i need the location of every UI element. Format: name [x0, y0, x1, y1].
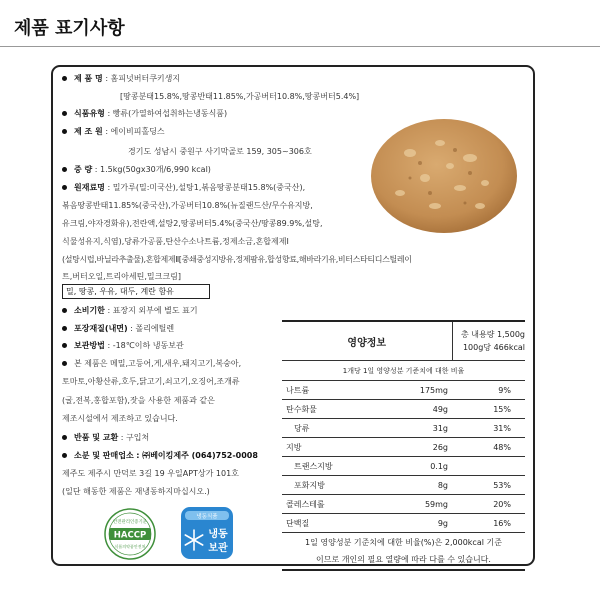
haccp-top-text: 안전관리인증기준 — [113, 520, 147, 525]
nutrient-row — [282, 457, 525, 476]
packaging-value: : 폴리에틸렌 — [130, 324, 175, 333]
bullet — [62, 308, 67, 313]
nutrient-amount: 8g — [378, 476, 452, 495]
food-type-row — [74, 108, 227, 119]
manufacturer-address: 경기도 성남시 중원구 사기막골로 159, 305~306호 — [128, 147, 312, 156]
expiry-row — [74, 305, 198, 316]
bullet — [62, 435, 67, 440]
food-type-label: 식품유형 — [74, 109, 105, 118]
nutrient-row — [282, 381, 525, 400]
seller-label: 소분 및 판매업소 — [74, 451, 134, 460]
footnote-line: 1일 영양성분 기준치에 대한 비율(%)은 2,000kcal 기준 — [305, 538, 502, 547]
notice-line: 본 제품은 메밀,고등어,게,새우,돼지고기,복숭아, — [74, 359, 242, 368]
nutrient-percent: 53% — [452, 476, 525, 495]
bullet — [62, 129, 67, 134]
bullet — [62, 326, 67, 331]
bullet — [62, 167, 67, 172]
per-unit-header-row — [282, 361, 525, 381]
notice-line: (굴,전복,홍합포함),잣을 사용한 제품과 같은 — [62, 396, 215, 405]
expiry-label: 소비기한 — [74, 306, 105, 315]
product-name-label: 제 품 명 — [74, 74, 103, 83]
food-type-value: : 빵류(가열하여섭취하는냉동식품) — [107, 109, 228, 118]
nutrient-name: 지방 — [282, 438, 378, 457]
nutrition-header — [282, 321, 525, 361]
expiry-value: : 표장지 외부에 별도 표기 — [107, 306, 198, 315]
cookie-image — [370, 118, 518, 235]
ingredients-line: (설탕시럽,바닐라추출물),혼합제제Ⅱ[중쇄중성지방유,정제팜유,합성향료,해바라기유,비터스타티디스틸레이 — [62, 255, 412, 264]
ingredients-line: 볶음땅콩반태11.85%(중국산),가공버터10.8%(뉴질랜드산/무수유지방, — [62, 201, 313, 210]
nutrient-name: 탄수화물 — [282, 400, 378, 419]
allergen-box: 밀, 땅콩, 우유, 대두, 계란 함유 — [62, 284, 210, 299]
notice-line: 토마토,아황산류,호두,닭고기,쇠고기,오징어,조개류 — [62, 377, 240, 386]
nutrient-row — [282, 400, 525, 419]
per-unit-header: 1개당 1일 영양성분 기준치에 대한 비율 — [282, 361, 525, 381]
bullet — [62, 185, 67, 190]
manufacturer-value: : 에이비피홀딩스 — [105, 127, 165, 136]
storage-label: 보관방법 — [74, 341, 105, 350]
nutrient-percent: 48% — [452, 438, 525, 457]
nutrient-row — [282, 476, 525, 495]
storage-row — [74, 340, 184, 351]
haccp-main-text: HACCP — [113, 530, 147, 541]
weight-value: : 1.5kg(50gx30개/6,990 kcal) — [94, 165, 211, 174]
nutrition-footnote — [282, 533, 525, 571]
ingredients-label: 원재료명 — [74, 183, 105, 192]
weight-row — [74, 164, 211, 175]
total-amount: 총 내용량 1,500g — [461, 330, 525, 339]
return-label: 반품 및 교환 — [74, 433, 119, 442]
nutrient-row — [282, 438, 525, 457]
frozen-line1: 냉동 — [208, 529, 228, 540]
bullet — [62, 76, 67, 81]
weight-label: 중 량 — [74, 165, 93, 174]
nutrient-percent: 31% — [452, 419, 525, 438]
packaging-label: 포장재질(내면) — [74, 324, 128, 333]
bullet — [62, 361, 67, 366]
nutrition-amounts — [452, 321, 525, 361]
nutrient-name: 당류 — [282, 419, 378, 438]
nutrient-name: 콜레스테롤 — [282, 495, 378, 514]
return-row — [74, 432, 149, 443]
nutrition-footnote-row — [282, 533, 525, 571]
bullet — [62, 453, 67, 458]
page-title: 제품 표기사항 — [14, 18, 125, 39]
nutrient-row — [282, 419, 525, 438]
product-name-detail: [땅콩분태15.8%,땅콩반태11.85%,가공버터10.8%,땅콩버터5.4%] — [120, 92, 360, 101]
manufacturer-label: 제 조 원 — [74, 127, 103, 136]
haccp-badge — [104, 508, 156, 564]
seller-row — [74, 450, 258, 461]
nutrient-amount: 49g — [378, 400, 452, 419]
return-value: : 구입처 — [120, 433, 150, 442]
seller-address: 제주도 제주시 만덕로 3길 19 우일APT상가 101호 — [62, 469, 239, 478]
footnote-line: 이므로 개인의 필요 열량에 따라 다를 수 있습니다. — [316, 555, 491, 564]
storage-value: : -18℃이하 냉동보관 — [107, 341, 184, 350]
bullet — [62, 111, 67, 116]
frozen-storage-badge — [180, 506, 234, 564]
nutrient-name: 포화지방 — [282, 476, 378, 495]
frozen-top-text: 냉동식품 — [196, 514, 218, 520]
nutrient-amount: 175mg — [378, 381, 452, 400]
nutrition-title: 영양정보 — [282, 321, 452, 361]
nutrient-amount: 9g — [378, 514, 452, 533]
nutrient-amount: 31g — [378, 419, 452, 438]
frozen-line2: 보관 — [208, 543, 228, 554]
nutrient-percent — [452, 457, 525, 476]
nutrient-row — [282, 514, 525, 533]
bullet — [62, 343, 67, 348]
ingredients-line: : 밀가루(밀:미국산),설탕1,볶음땅콩분태15.8%(중국산), — [107, 183, 306, 192]
product-name-value: : 홈피넛버터쿠키생지 — [105, 74, 181, 83]
ingredients-line: 식물성유지,식염),당류가공품,탄산수소나트륨,정제소금,혼합제제Ⅰ — [62, 237, 289, 246]
nutrient-amount: 59mg — [378, 495, 452, 514]
ingredients-row — [74, 182, 305, 193]
seller-value: : ㈜베이킹제주 (064)752-0008 — [136, 451, 258, 460]
packaging-row — [74, 323, 174, 334]
nutrient-name: 트랜스지방 — [282, 457, 378, 476]
product-name-row — [74, 73, 180, 84]
nutrition-table — [282, 320, 525, 571]
nutrient-percent: 20% — [452, 495, 525, 514]
ingredients-line: 유크림,야자경화유),전란액,설탕2,땅콩버터5.4%(중국산/땅콩89.9%,설탕, — [62, 219, 323, 228]
title-divider — [0, 46, 600, 47]
seller-note: (일단 해동한 제품은 재냉동하지마십시오.) — [62, 487, 210, 496]
nutrient-amount: 0.1g — [378, 457, 452, 476]
nutrient-amount: 26g — [378, 438, 452, 457]
per-100g-amount: 100g당 466kcal — [462, 343, 525, 352]
nutrient-percent: 16% — [452, 514, 525, 533]
nutrient-percent: 15% — [452, 400, 525, 419]
nutrient-row — [282, 495, 525, 514]
ingredients-line: 트,버터오일,트리아세틴,밀크크림] — [62, 272, 181, 281]
nutrient-name: 단백질 — [282, 514, 378, 533]
manufacturer-row — [74, 126, 165, 137]
notice-line: 제조시설에서 제조하고 있습니다. — [62, 414, 178, 423]
nutrient-percent: 9% — [452, 381, 525, 400]
nutrient-name: 나트륨 — [282, 381, 378, 400]
haccp-bottom-text: 식품의약품안전처 — [114, 544, 146, 549]
